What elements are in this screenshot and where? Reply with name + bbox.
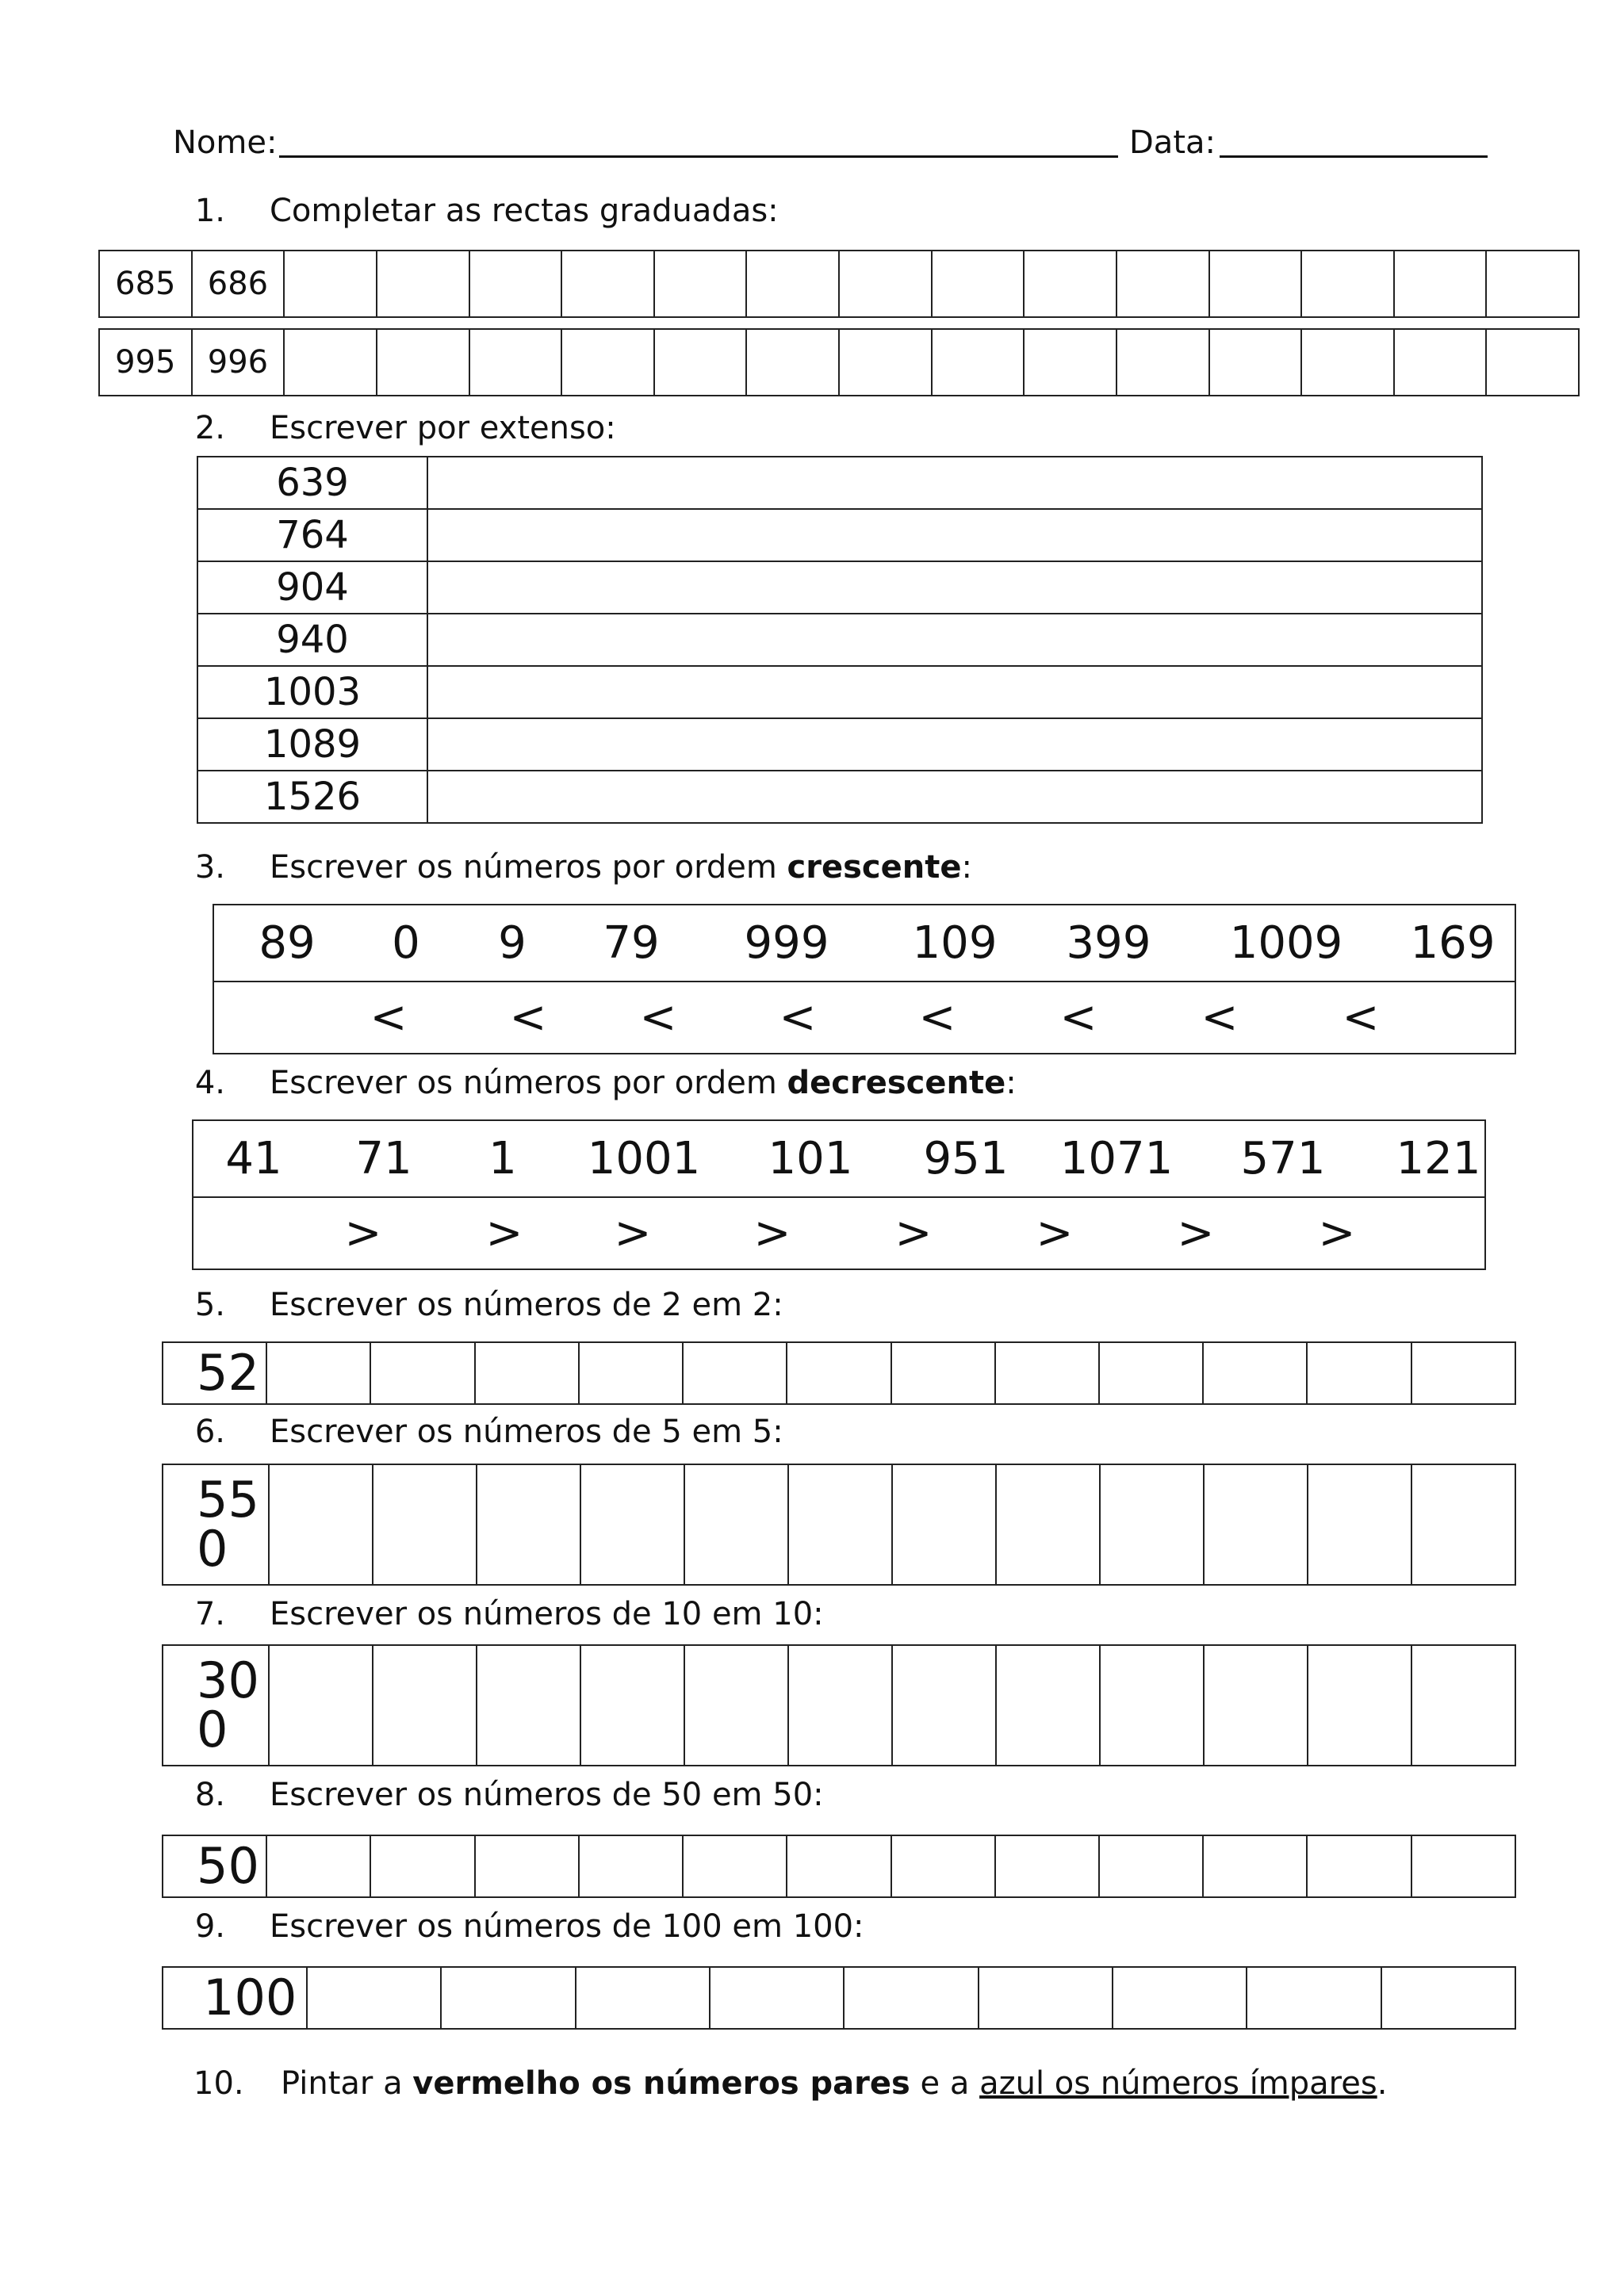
greater-than-symbol: > <box>1318 1207 1356 1259</box>
date-label: Data: <box>1129 124 1216 161</box>
answer-cell[interactable] <box>1486 329 1579 396</box>
answer-cell[interactable] <box>561 251 654 317</box>
number-line-cell: 996 <box>192 329 285 396</box>
descending-number: 571 <box>1240 1133 1326 1184</box>
answer-cell[interactable] <box>284 329 377 396</box>
sequence-cell[interactable] <box>370 1342 474 1404</box>
sequence-start: 300 <box>163 1645 269 1766</box>
sequence-start: 100 <box>163 1967 307 2029</box>
sequence-cell[interactable] <box>684 1645 788 1766</box>
sequence-cell[interactable] <box>1307 1835 1411 1897</box>
answer-cell[interactable] <box>1116 251 1209 317</box>
words-row <box>197 509 1482 561</box>
ascending-number: 79 <box>603 917 660 969</box>
sequence-cell[interactable] <box>844 1967 978 2029</box>
sequence-cell[interactable] <box>579 1835 683 1897</box>
sequence-cell[interactable] <box>580 1464 684 1585</box>
sequence-cell[interactable] <box>1204 1464 1308 1585</box>
ascending-number: 9 <box>498 917 527 969</box>
answer-cell[interactable] <box>654 329 747 396</box>
sequence-cell[interactable] <box>307 1967 441 2029</box>
answer-cell[interactable] <box>1301 251 1394 317</box>
descending-number: 71 <box>355 1133 412 1184</box>
sequence-cell[interactable] <box>1100 1645 1204 1766</box>
answer-cell[interactable] <box>377 251 469 317</box>
sequence-cell[interactable] <box>475 1342 579 1404</box>
q2-number: 2. <box>194 410 225 446</box>
sequence-cell[interactable] <box>1411 1342 1515 1404</box>
answer-cell[interactable] <box>746 329 839 396</box>
q5-number: 5. <box>194 1287 225 1323</box>
ascending-box <box>213 904 1516 1054</box>
sequence-row <box>163 1967 1515 2029</box>
ascending-number: 109 <box>912 917 998 969</box>
sequence-table-10 <box>162 1644 1516 1766</box>
words-row <box>197 561 1482 614</box>
q6-number: 6. <box>194 1414 225 1450</box>
q4-label: Escrever os números por ordem decrescente: <box>270 1065 1017 1101</box>
sequence-cell[interactable] <box>684 1464 788 1585</box>
q1-number: 1. <box>194 193 225 229</box>
q5-label: Escrever os números de 2 em 2: <box>270 1287 783 1323</box>
descending-number: 41 <box>225 1133 282 1184</box>
sequence-cell[interactable] <box>892 1645 996 1766</box>
number-line-cell: 995 <box>99 329 192 396</box>
sequence-cell[interactable] <box>579 1342 683 1404</box>
sequence-cell[interactable] <box>477 1645 580 1766</box>
descending-box <box>192 1119 1486 1270</box>
greater-than-symbol: > <box>485 1207 523 1259</box>
answer-cell[interactable] <box>932 329 1025 396</box>
number-line-row-2 <box>99 329 1579 396</box>
sequence-cell[interactable] <box>788 1645 892 1766</box>
sequence-start: 550 <box>163 1464 269 1585</box>
q3-number: 3. <box>194 849 225 886</box>
answer-cell[interactable] <box>561 329 654 396</box>
less-than-symbol: < <box>370 992 408 1043</box>
less-than-symbol: < <box>918 992 956 1043</box>
q7-number: 7. <box>194 1596 225 1632</box>
sequence-table-100 <box>162 1966 1516 2030</box>
sequence-cell[interactable] <box>1204 1645 1308 1766</box>
sequence-start: 50 <box>163 1835 266 1897</box>
sequence-row <box>163 1645 1515 1766</box>
words-number: 1003 <box>197 666 427 718</box>
answer-cell[interactable] <box>839 251 932 317</box>
ascending-number: 399 <box>1066 917 1151 969</box>
sequence-cell[interactable] <box>787 1342 891 1404</box>
sequence-cell[interactable] <box>683 1342 787 1404</box>
sequence-cell[interactable] <box>979 1967 1113 2029</box>
sequence-cell[interactable] <box>996 1645 1100 1766</box>
q8-label: Escrever os números de 50 em 50: <box>270 1777 824 1813</box>
q4-number: 4. <box>194 1065 225 1101</box>
sequence-cell[interactable] <box>788 1464 892 1585</box>
words-number: 1089 <box>197 718 427 771</box>
sequence-cell[interactable] <box>891 1342 995 1404</box>
less-than-symbol: < <box>639 992 677 1043</box>
name-field[interactable] <box>279 155 1118 158</box>
answer-cell[interactable] <box>1209 251 1302 317</box>
answer-cell[interactable] <box>1394 329 1487 396</box>
sequence-cell[interactable] <box>1308 1464 1411 1585</box>
ascending-number: 169 <box>1410 917 1496 969</box>
words-row <box>197 457 1482 509</box>
sequence-cell[interactable] <box>1203 1835 1307 1897</box>
sequence-cell[interactable] <box>1411 1645 1515 1766</box>
answer-cell[interactable] <box>1116 329 1209 396</box>
words-answer[interactable] <box>427 509 1482 561</box>
answer-cell[interactable] <box>469 329 562 396</box>
sequence-cell[interactable] <box>477 1464 580 1585</box>
answer-cell[interactable] <box>1024 251 1116 317</box>
q10-label: Pintar a vermelho os números pares e a azul os números ímpares. <box>281 2065 1388 2102</box>
sequence-cell[interactable] <box>892 1464 996 1585</box>
sequence-cell[interactable] <box>1099 1835 1203 1897</box>
answer-cell[interactable] <box>377 329 469 396</box>
words-answer[interactable] <box>427 561 1482 614</box>
words-answer[interactable] <box>427 771 1482 823</box>
descending-number: 1071 <box>1059 1133 1174 1184</box>
sequence-table-2 <box>162 1341 1516 1405</box>
words-number: 940 <box>197 614 427 666</box>
descending-number: 101 <box>768 1133 853 1184</box>
sequence-cell[interactable] <box>475 1835 579 1897</box>
sequence-cell[interactable] <box>370 1835 474 1897</box>
sequence-cell[interactable] <box>576 1967 710 2029</box>
q9-label: Escrever os números de 100 em 100: <box>270 1908 864 1945</box>
words-number: 1526 <box>197 771 427 823</box>
answer-cell[interactable] <box>1209 329 1302 396</box>
descending-number: 1001 <box>587 1133 701 1184</box>
words-answer[interactable] <box>427 666 1482 718</box>
sequence-cell[interactable] <box>891 1835 995 1897</box>
answer-cell[interactable] <box>1024 329 1116 396</box>
sequence-cell[interactable] <box>441 1967 575 2029</box>
ascending-number: 89 <box>259 917 316 969</box>
answer-cell[interactable] <box>1394 251 1487 317</box>
less-than-symbol: < <box>509 992 547 1043</box>
answer-cell[interactable] <box>469 251 562 317</box>
q3-label: Escrever os números por ordem crescente: <box>270 849 972 886</box>
q1-label: Completar as rectas graduadas: <box>270 193 779 229</box>
greater-than-symbol: > <box>1036 1207 1074 1259</box>
sequence-cell[interactable] <box>1308 1645 1411 1766</box>
answer-cell[interactable] <box>839 329 932 396</box>
q8-number: 8. <box>194 1777 225 1813</box>
words-row <box>197 614 1482 666</box>
less-than-symbol: < <box>1059 992 1097 1043</box>
greater-than-symbol: > <box>894 1207 933 1259</box>
sequence-cell[interactable] <box>373 1645 477 1766</box>
sequence-cell[interactable] <box>580 1645 684 1766</box>
sequence-cell[interactable] <box>1203 1342 1307 1404</box>
date-field[interactable] <box>1220 155 1488 158</box>
sequence-cell[interactable] <box>995 1835 1099 1897</box>
q6-label: Escrever os números de 5 em 5: <box>270 1414 783 1450</box>
answer-cell[interactable] <box>746 251 839 317</box>
sequence-table-5 <box>162 1464 1516 1586</box>
sequence-row <box>163 1835 1515 1897</box>
greater-than-symbol: > <box>614 1207 652 1259</box>
words-row <box>197 718 1482 771</box>
sequence-cell[interactable] <box>995 1342 1099 1404</box>
greater-than-symbol: > <box>753 1207 791 1259</box>
number-line-cell: 686 <box>192 251 285 317</box>
sequence-cell[interactable] <box>1247 1967 1381 2029</box>
answer-cell[interactable] <box>932 251 1025 317</box>
answer-cell[interactable] <box>1301 329 1394 396</box>
sequence-cell[interactable] <box>1100 1464 1204 1585</box>
q2-label: Escrever por extenso: <box>270 410 616 446</box>
sequence-cell[interactable] <box>996 1464 1100 1585</box>
less-than-symbol: < <box>779 992 817 1043</box>
sequence-cell[interactable] <box>269 1645 373 1766</box>
sequence-cell[interactable] <box>1411 1464 1515 1585</box>
sequence-cell[interactable] <box>1381 1967 1515 2029</box>
sequence-cell[interactable] <box>373 1464 477 1585</box>
words-answer[interactable] <box>427 718 1482 771</box>
words-number: 764 <box>197 509 427 561</box>
sequence-cell[interactable] <box>1113 1967 1247 2029</box>
descending-number: 121 <box>1396 1133 1481 1184</box>
sequence-cell[interactable] <box>683 1835 787 1897</box>
q9-number: 9. <box>194 1908 225 1945</box>
words-number: 904 <box>197 561 427 614</box>
answer-cell[interactable] <box>654 251 747 317</box>
answer-cell[interactable] <box>1486 251 1579 317</box>
descending-number: 951 <box>923 1133 1009 1184</box>
sequence-cell[interactable] <box>1411 1835 1515 1897</box>
words-answer[interactable] <box>427 457 1482 509</box>
sequence-cell[interactable] <box>1307 1342 1411 1404</box>
number-line-table-1 <box>98 250 1580 318</box>
descending-number: 1 <box>488 1133 517 1184</box>
ascending-number: 999 <box>744 917 829 969</box>
number-line-table-2 <box>98 328 1580 396</box>
sequence-cell[interactable] <box>710 1967 844 2029</box>
words-table <box>197 456 1483 824</box>
number-line-cell: 685 <box>99 251 192 317</box>
q10-number: 10. <box>193 2065 244 2102</box>
ascending-number: 1009 <box>1229 917 1343 969</box>
less-than-symbol: < <box>1342 992 1380 1043</box>
sequence-row <box>163 1464 1515 1585</box>
sequence-cell[interactable] <box>266 1835 370 1897</box>
greater-than-symbol: > <box>1177 1207 1215 1259</box>
words-number: 639 <box>197 457 427 509</box>
sequence-cell[interactable] <box>266 1342 370 1404</box>
words-row <box>197 666 1482 718</box>
ascending-number: 0 <box>392 917 420 969</box>
less-than-symbol: < <box>1201 992 1239 1043</box>
greater-than-symbol: > <box>344 1207 382 1259</box>
name-label: Nome: <box>173 124 278 161</box>
sequence-row <box>163 1342 1515 1404</box>
answer-cell[interactable] <box>284 251 377 317</box>
q7-label: Escrever os números de 10 em 10: <box>270 1596 824 1632</box>
number-line-row-1 <box>99 251 1579 317</box>
sequence-cell[interactable] <box>787 1835 891 1897</box>
words-row <box>197 771 1482 823</box>
sequence-start: 52 <box>163 1342 266 1404</box>
sequence-cell[interactable] <box>269 1464 373 1585</box>
words-answer[interactable] <box>427 614 1482 666</box>
sequence-table-50 <box>162 1835 1516 1898</box>
sequence-cell[interactable] <box>1099 1342 1203 1404</box>
